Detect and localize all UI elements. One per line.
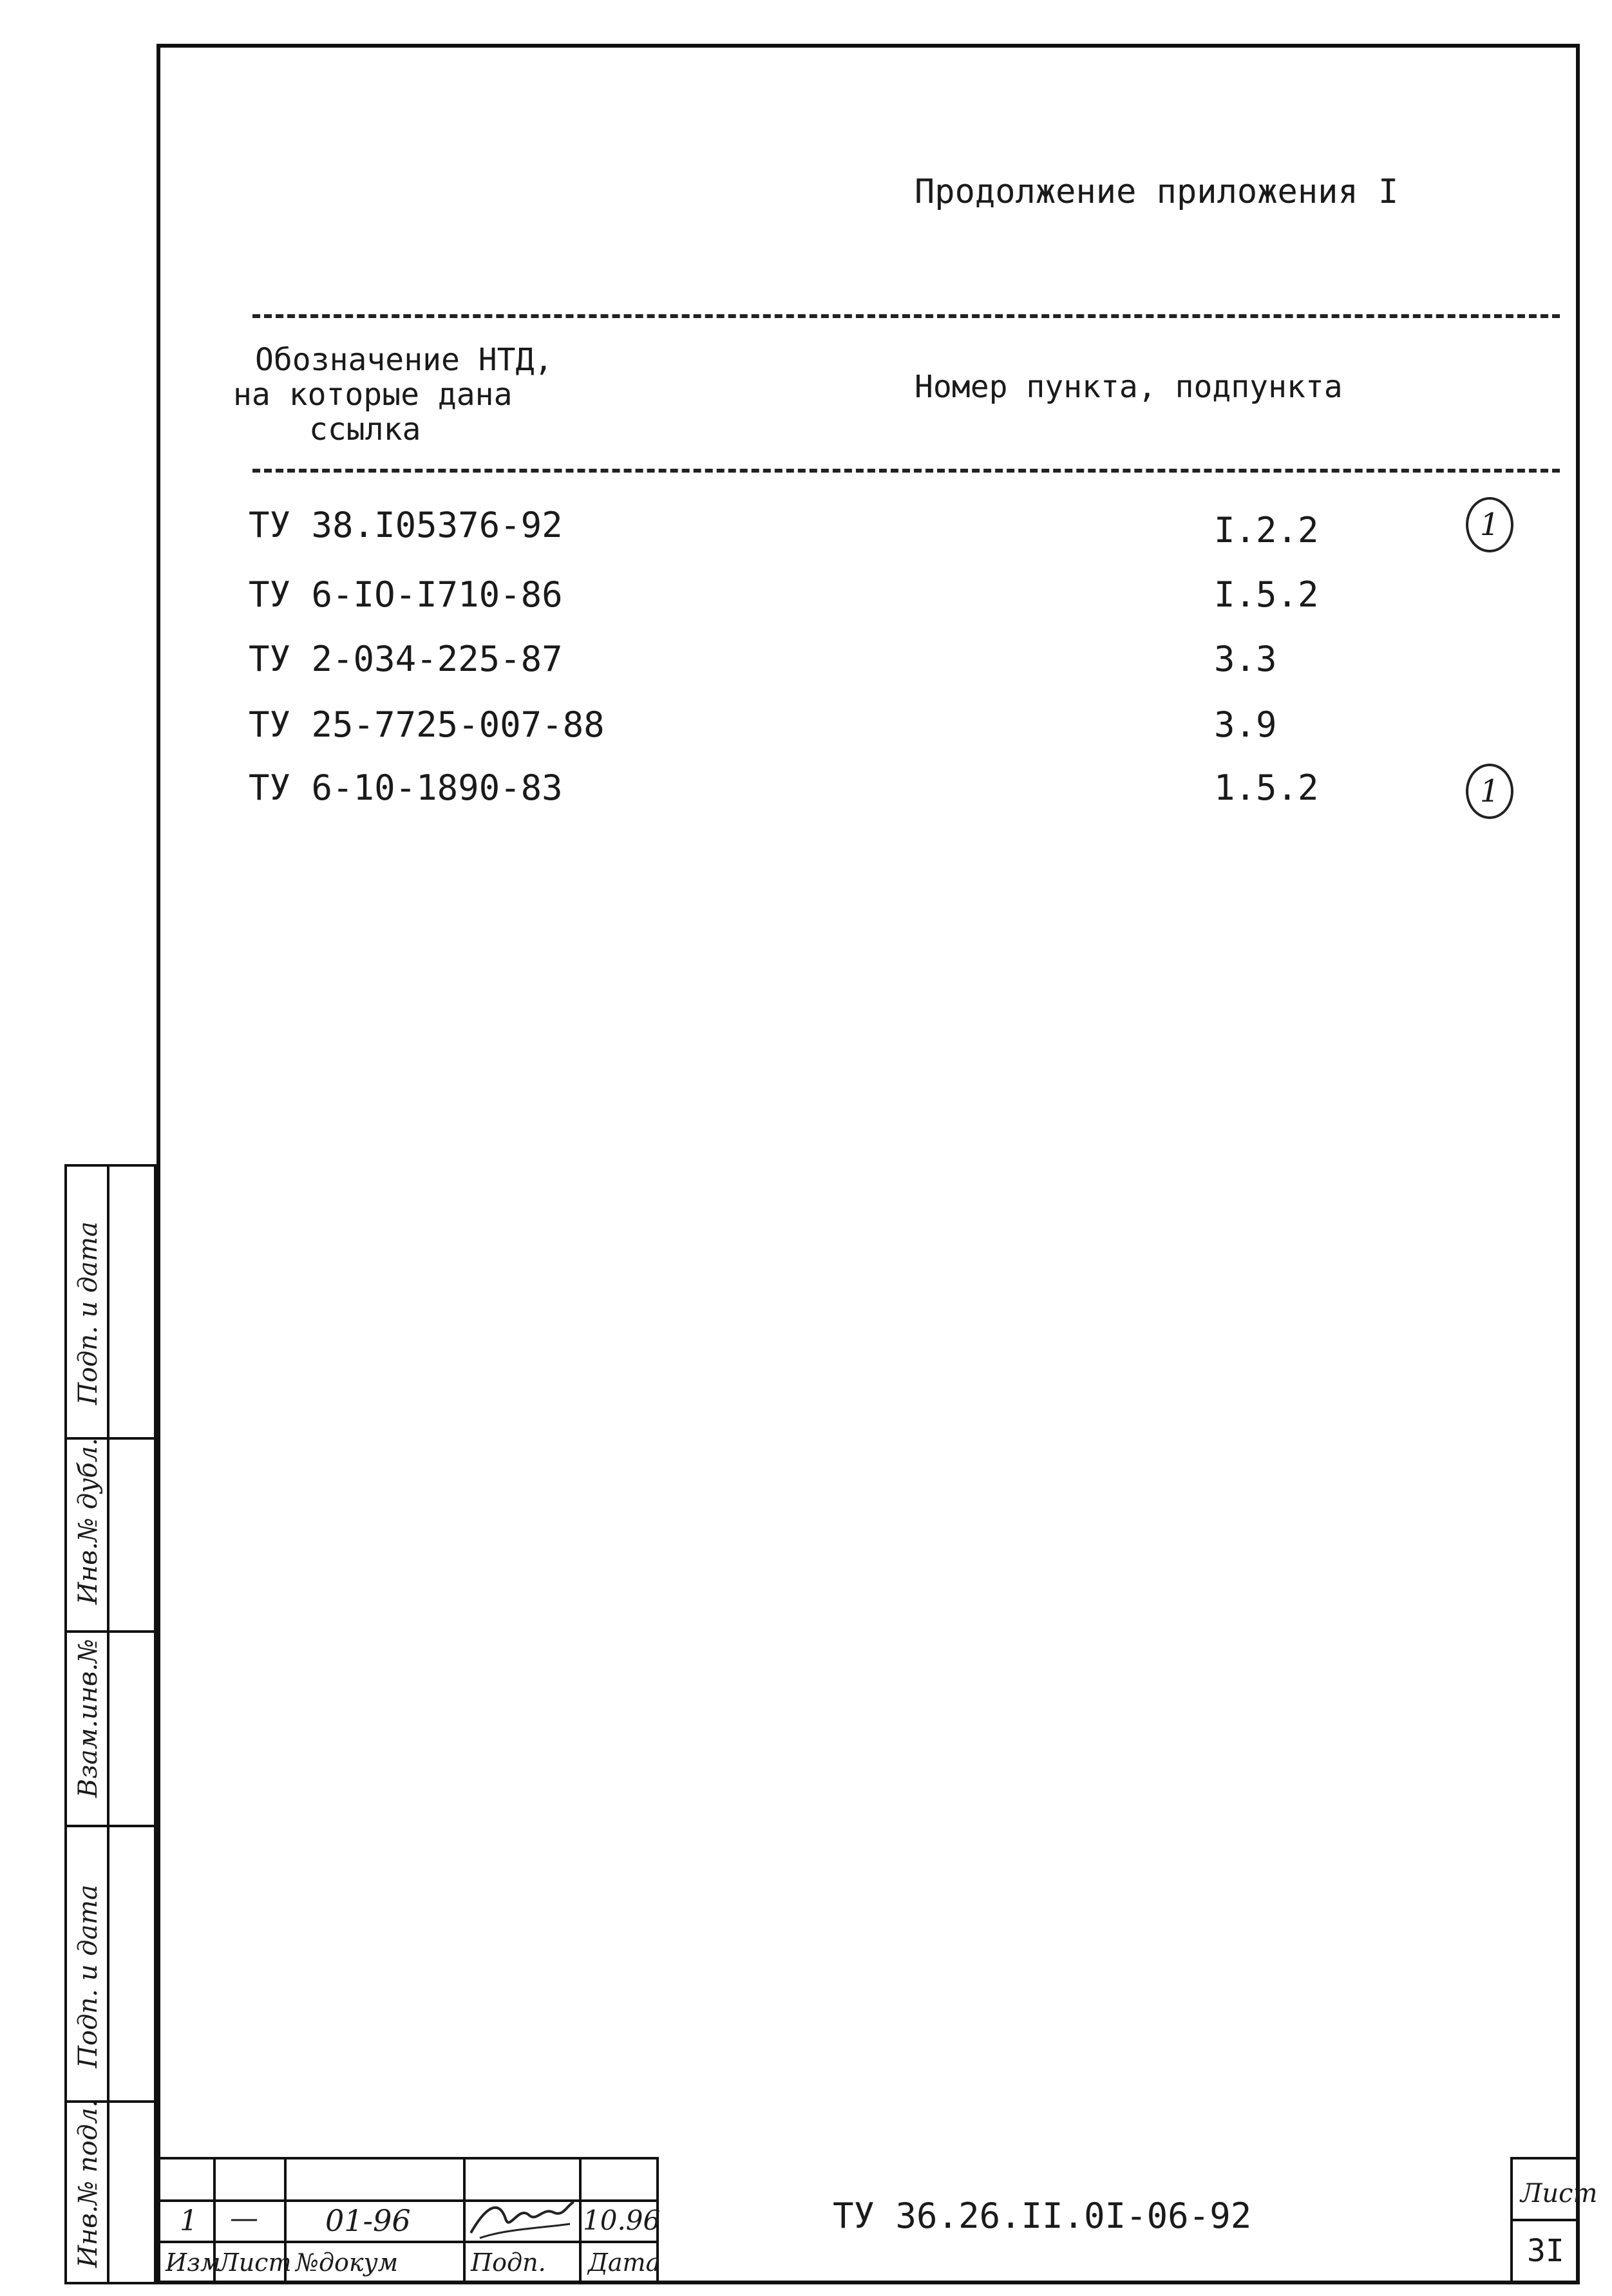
title-block-rule	[1510, 2219, 1576, 2221]
title-block-rule	[1510, 2157, 1513, 2281]
table-header-rule	[252, 469, 1560, 473]
side-stamp-replacement-inventory: Взам.инв.№	[73, 1639, 103, 1798]
title-block-rule	[579, 2157, 582, 2281]
document-number-value: 01-96	[325, 2203, 411, 2238]
table-top-rule	[252, 314, 1560, 318]
table-row-clause: 3.3	[1214, 639, 1277, 679]
signature-icon	[467, 2193, 576, 2246]
column-header-designation-line3: ссылка	[309, 411, 421, 447]
title-block-rule	[1510, 2157, 1576, 2160]
side-stamp-signature-date-2: Подп. и дата	[73, 1885, 103, 2068]
table-row-clause: 1.5.2	[1214, 767, 1319, 808]
table-row-code: ТУ 6-IO-I710-86	[249, 574, 563, 615]
sheet-change-value: —	[230, 2202, 258, 2235]
side-stamp	[64, 1164, 156, 2284]
page-heading: Продолжение приложения I	[915, 173, 1399, 211]
signature-label: Подп.	[471, 2248, 546, 2277]
document-code: ТУ 36.26.II.0I-06-92	[833, 2196, 1252, 2236]
side-stamp-signature-date-1: Подп. и дата	[73, 1221, 103, 1405]
document-number-label: №докум	[296, 2248, 399, 2277]
title-block-rule	[463, 2157, 466, 2281]
table-row-code: ТУ 6-10-1890-83	[249, 767, 563, 808]
table-row-clause: I.2.2	[1214, 510, 1319, 550]
change-number-value: 1	[180, 2205, 198, 2237]
title-block-rule	[160, 2241, 656, 2243]
table-row-code: ТУ 38.I05376-92	[249, 505, 563, 545]
sheet-label: Лист	[218, 2248, 292, 2277]
sheet-header-label: Лист	[1521, 2179, 1598, 2208]
date-label: Дата	[588, 2248, 661, 2277]
table-row-clause: 3.9	[1214, 704, 1277, 745]
change-number-label: Изм	[166, 2248, 221, 2277]
sheet-number: 3I	[1527, 2233, 1564, 2269]
column-header-designation-line1: Обозначение НТД,	[255, 342, 553, 378]
title-block-rule	[160, 2157, 656, 2160]
side-stamp-duplicate-inventory: Инв.№ дубл.	[73, 1438, 103, 1604]
change-date-value: 10.96	[583, 2205, 661, 2236]
table-row-code: ТУ 2-034-225-87	[249, 639, 563, 679]
title-block	[160, 2157, 1598, 2281]
side-stamp-original-inventory: Инв.№ подл.	[73, 2099, 103, 2268]
revision-mark-circle: 1	[1466, 497, 1513, 552]
table-row-clause: I.5.2	[1214, 574, 1319, 615]
column-header-designation-line2: на которые дана	[233, 377, 513, 413]
column-header-clause: Номер пункта, подпункта	[915, 369, 1343, 405]
revision-mark-circle: 1	[1466, 764, 1513, 819]
table-row-code: ТУ 25-7725-007-88	[249, 704, 605, 745]
